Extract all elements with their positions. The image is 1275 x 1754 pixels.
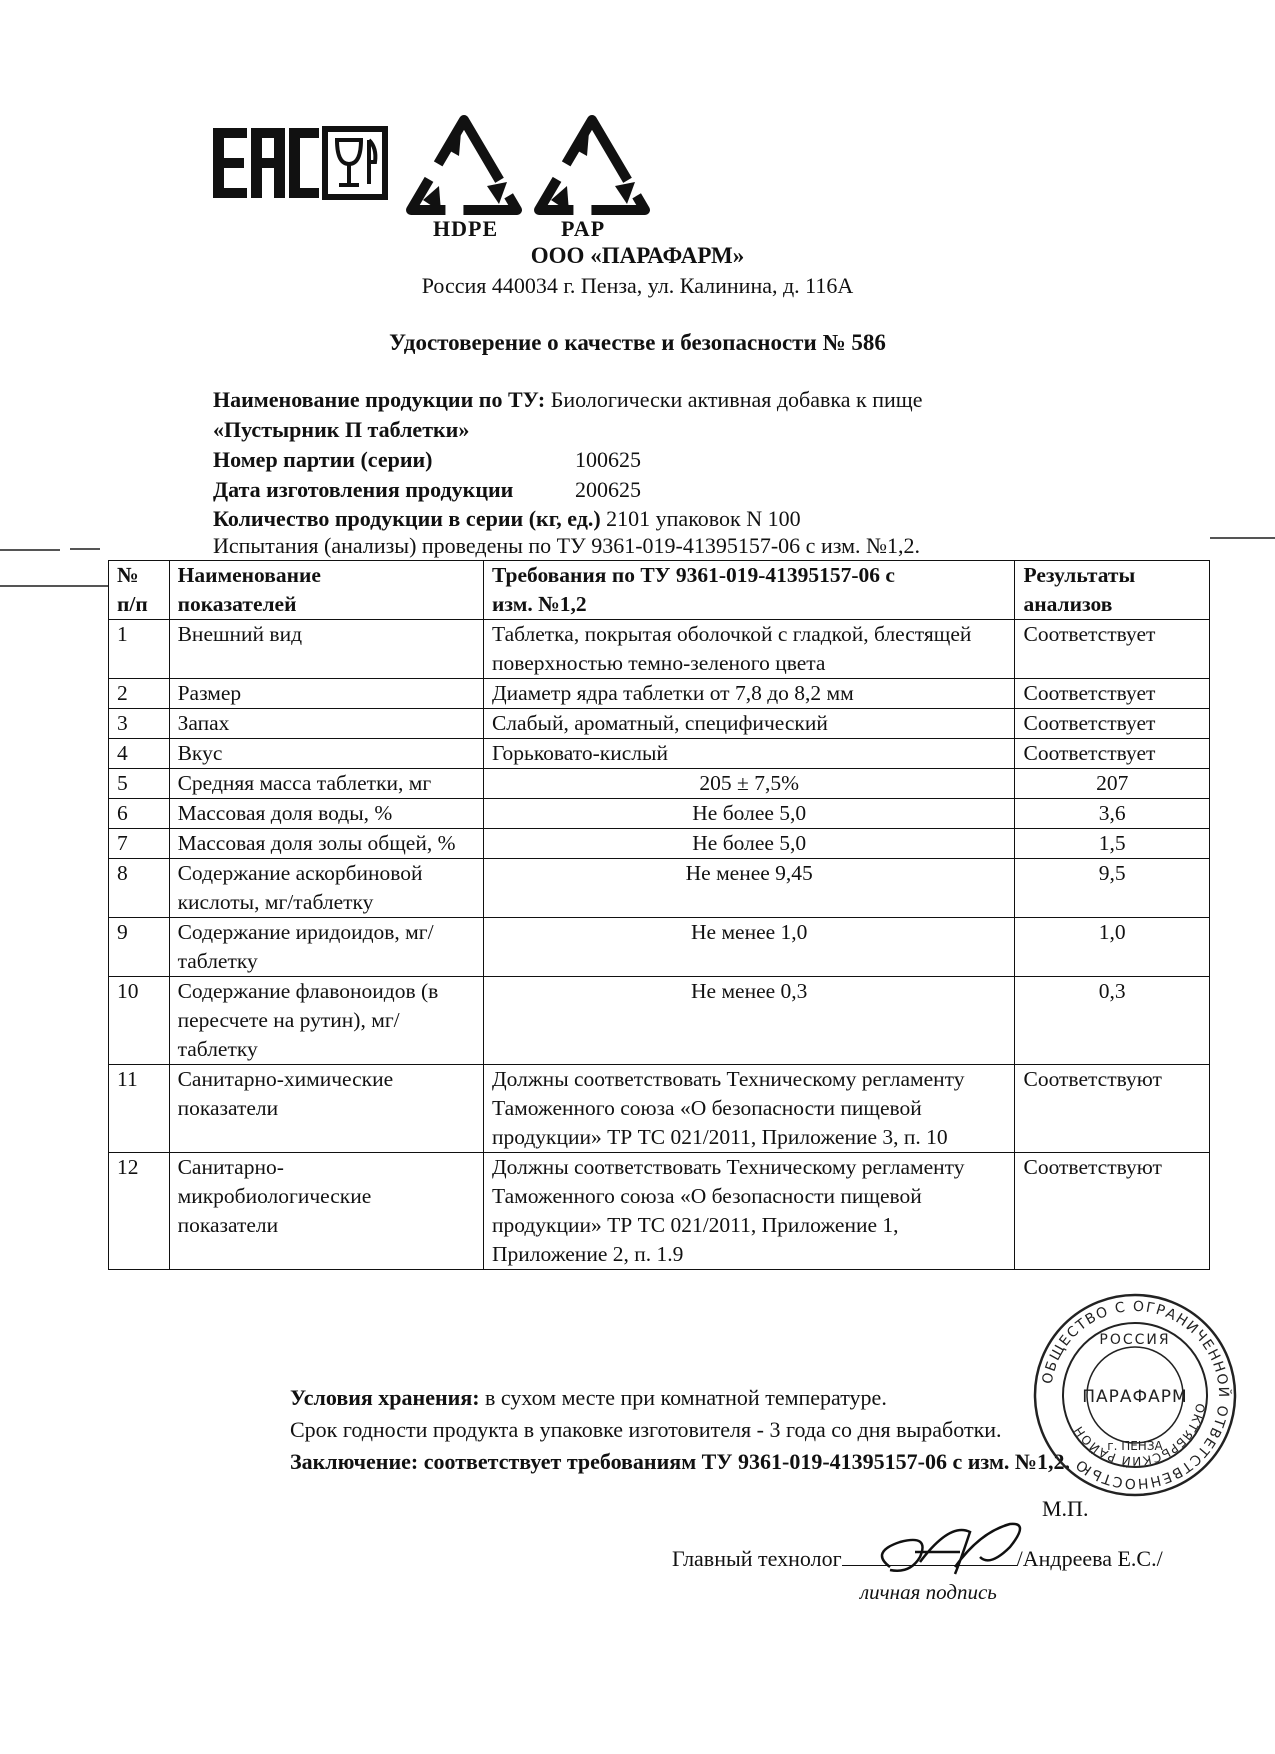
row-indicator: Вкус (169, 739, 483, 769)
row-result: 9,5 (1015, 859, 1210, 918)
signature-line (842, 1545, 1017, 1566)
row-indicator: Массовая доля воды, % (169, 799, 483, 829)
row-indicator: Содержание иридоидов, мг/таблетку (169, 918, 483, 977)
product-name-value: Биологически активная добавка к пище (550, 387, 923, 412)
recycle-pap-icon (531, 112, 653, 222)
scan-noise (70, 548, 100, 550)
storage-label: Условия хранения: (290, 1385, 480, 1410)
product-name-label: Наименование продукции по ТУ: (213, 387, 546, 412)
product-name-line2-row (213, 415, 469, 445)
row-indicator: Санитарно-микробиологические показатели (169, 1153, 483, 1270)
row-result: Соответствует (1015, 679, 1210, 709)
batch-line (213, 445, 913, 475)
row-result: 0,3 (1015, 977, 1210, 1065)
row-result: Соответствует (1015, 620, 1210, 679)
row-requirement: Должны соответствовать Техническому регламенту Таможенного союза «О безопасности пищевой продукции» ТР ТС 021/2011, Приложение 3, п. 10 (483, 1065, 1015, 1153)
date-value: 200625 (575, 477, 641, 502)
row-result: Соответствуют (1015, 1065, 1210, 1153)
row-indicator: Содержание аскорбиновой кислоты, мг/таблетку (169, 859, 483, 918)
scan-noise (0, 549, 60, 551)
footer-block (290, 1382, 1070, 1478)
row-result: 207 (1015, 769, 1210, 799)
table-row (109, 1065, 1210, 1153)
row-requirement: Не более 5,0 (483, 799, 1015, 829)
recycle-hdpe-icon (403, 112, 525, 222)
quantity-line (213, 504, 801, 534)
row-num: 6 (109, 799, 170, 829)
row-num: 7 (109, 829, 170, 859)
header-requirements: Требования по ТУ 9361-019-41395157-06 с изм. №1,2 (483, 561, 1015, 620)
row-num: 3 (109, 709, 170, 739)
table-row (109, 1153, 1210, 1270)
signature-caption: личная подпись (860, 1580, 997, 1604)
header-num: № п/п (109, 561, 170, 620)
stamp-country: РОССИЯ (1099, 1332, 1171, 1348)
row-indicator: Средняя масса таблетки, мг (169, 769, 483, 799)
table-row (109, 977, 1210, 1065)
row-result: 3,6 (1015, 799, 1210, 829)
batch-label: Номер партии (серии) (213, 447, 433, 472)
row-requirement: Не менее 1,0 (483, 918, 1015, 977)
table-row (109, 769, 1210, 799)
header-name: Наименование показателей (169, 561, 483, 620)
date-label: Дата изготовления продукции (213, 477, 514, 502)
signer-role: Главный технолог (672, 1546, 842, 1571)
row-indicator: Размер (169, 679, 483, 709)
row-result: Соответствует (1015, 709, 1210, 739)
table-row (109, 829, 1210, 859)
stamp-city: г. ПЕНЗА (1107, 1439, 1163, 1453)
row-requirement: Слабый, ароматный, специфический (483, 709, 1015, 739)
row-requirement: Не менее 9,45 (483, 859, 1015, 918)
header-results: Результаты анализов (1015, 561, 1210, 620)
stamp-center: ПАРАФАРМ (1082, 1387, 1188, 1407)
stamp-place-label: М.П. (1042, 1496, 1089, 1521)
company-name: ООО «ПАРАФАРМ» (530, 243, 745, 268)
row-indicator: Массовая доля золы общей, % (169, 829, 483, 859)
svg-text:ОКТЯБРЬСКИЙ РАЙОН: ОКТЯБРЬСКИЙ РАЙОН (1071, 1402, 1208, 1469)
row-requirement: Должны соответствовать Техническому регламенту Таможенного союза «О безопасности пищевой продукции» ТР ТС 021/2011, Приложение 1, Приложение 2, п. 1.9 (483, 1153, 1015, 1270)
table-row (109, 799, 1210, 829)
row-num: 8 (109, 859, 170, 918)
tests-line: Испытания (анализы) проведены по ТУ 9361-019-41395157-06 с изм. №1,2. (213, 533, 921, 558)
product-name-line (213, 385, 922, 415)
row-num: 5 (109, 769, 170, 799)
scan-noise (1210, 537, 1275, 539)
table-row (109, 739, 1210, 769)
table-header-row (109, 561, 1210, 620)
row-num: 11 (109, 1065, 170, 1153)
svg-text:ОБЩЕСТВО С ОГРАНИЧЕННОЙ ОТВЕТС: ОБЩЕСТВО С ОГРАНИЧЕННОЙ ОТВЕТСТВЕННОСТЬЮ (1039, 1298, 1232, 1492)
row-requirement: 205 ± 7,5% (483, 769, 1015, 799)
company-stamp (1030, 1290, 1240, 1500)
hdpe-label: HDPE (433, 216, 499, 241)
table-row (109, 859, 1210, 918)
date-line (213, 475, 913, 505)
quantity-value: 2101 упаковок N 100 (606, 506, 801, 531)
table-row (109, 709, 1210, 739)
signer-name: /Андреева Е.С./ (1016, 1546, 1163, 1571)
row-num: 2 (109, 679, 170, 709)
row-num: 4 (109, 739, 170, 769)
row-num: 1 (109, 620, 170, 679)
signer-row (672, 1545, 1163, 1572)
conclusion: Заключение: соответствует требованиям ТУ 9361-019-41395157-06 с изм. №1,2. (290, 1449, 1071, 1474)
row-indicator: Внешний вид (169, 620, 483, 679)
document-title: Удостоверение о качестве и безопасности № 586 (389, 330, 886, 355)
quantity-label: Количество продукции в серии (кг, ед.) (213, 506, 601, 531)
row-num: 9 (109, 918, 170, 977)
row-indicator: Содержание флавоноидов (в пересчете на рутин), мг/таблетку (169, 977, 483, 1065)
row-num: 10 (109, 977, 170, 1065)
storage-value: в сухом месте при комнатной температуре. (485, 1385, 887, 1410)
row-result: 1,0 (1015, 918, 1210, 977)
pap-label: PAP (561, 216, 606, 241)
row-requirement: Не менее 0,3 (483, 977, 1015, 1065)
row-requirement: Диаметр ядра таблетки от 7,8 до 8,2 мм (483, 679, 1015, 709)
row-result: 1,5 (1015, 829, 1210, 859)
row-requirement: Таблетка, покрытая оболочкой с гладкой, блестящей поверхностью темно-зеленого цвета (483, 620, 1015, 679)
scan-noise (0, 585, 108, 587)
table-row (109, 620, 1210, 679)
company-address: Россия 440034 г. Пенза, ул. Калинина, д. 116А (421, 273, 854, 298)
table-row (109, 918, 1210, 977)
row-indicator: Санитарно-химические показатели (169, 1065, 483, 1153)
row-indicator: Запах (169, 709, 483, 739)
storage-line (290, 1382, 1070, 1414)
batch-value: 100625 (575, 447, 641, 472)
shelf-life: Срок годности продукта в упаковке изготовителя - 3 года со дня выработки. (290, 1417, 1002, 1442)
results-table (108, 560, 1210, 1270)
product-name-value-line2: «Пустырник П таблетки» (213, 417, 470, 442)
row-requirement: Не более 5,0 (483, 829, 1015, 859)
certification-logos (213, 112, 653, 242)
row-result: Соответствует (1015, 739, 1210, 769)
table-row (109, 679, 1210, 709)
eac-mark-icon (213, 112, 393, 212)
row-num: 12 (109, 1153, 170, 1270)
row-result: Соответствуют (1015, 1153, 1210, 1270)
row-requirement: Горьковато-кислый (483, 739, 1015, 769)
